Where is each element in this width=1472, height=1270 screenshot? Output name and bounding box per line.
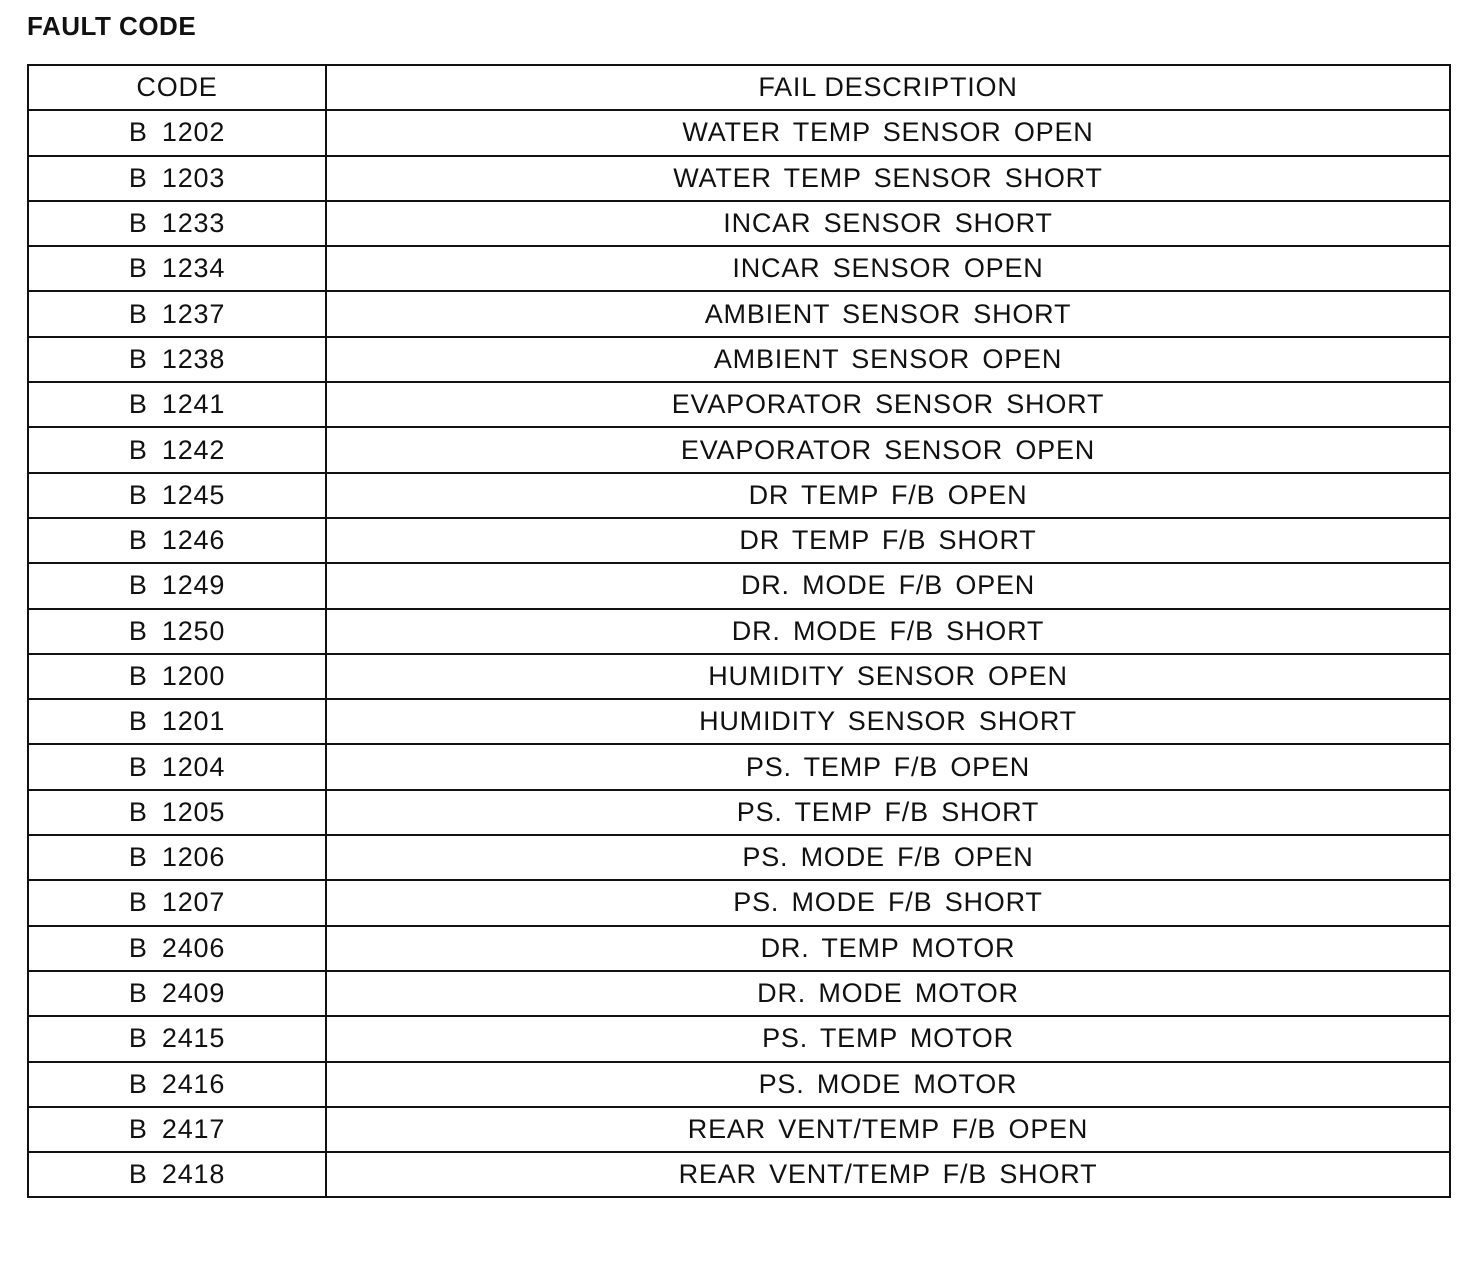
description-cell: EVAPORATOR SENSOR SHORT [326, 382, 1450, 427]
table-row [28, 563, 1450, 608]
description-cell: EVAPORATOR SENSOR OPEN [326, 427, 1450, 472]
table-row [28, 427, 1450, 472]
code-cell: B 2406 [28, 926, 326, 971]
description-cell: INCAR SENSOR OPEN [326, 246, 1450, 291]
fault-code-table [27, 64, 1451, 1198]
description-cell: AMBIENT SENSOR SHORT [326, 291, 1450, 336]
table-row [28, 201, 1450, 246]
description-cell: INCAR SENSOR SHORT [326, 201, 1450, 246]
code-cell: B 1246 [28, 518, 326, 563]
table-row [28, 246, 1450, 291]
description-cell: PS. MODE MOTOR [326, 1062, 1450, 1107]
description-cell: PS. MODE F/B OPEN [326, 835, 1450, 880]
page-title: FAULT CODE [27, 11, 197, 41]
header-code: CODE [28, 65, 326, 110]
code-cell: B 1237 [28, 291, 326, 336]
code-cell: B 1204 [28, 744, 326, 789]
code-cell: B 1233 [28, 201, 326, 246]
header-fail-description: FAIL DESCRIPTION [326, 65, 1450, 110]
table-row [28, 473, 1450, 518]
description-cell: DR. MODE F/B SHORT [326, 609, 1450, 654]
table-row [28, 609, 1450, 654]
table-row [28, 518, 1450, 563]
table-row [28, 337, 1450, 382]
code-cell: B 1245 [28, 473, 326, 518]
table-row [28, 1107, 1450, 1152]
code-cell: B 1200 [28, 654, 326, 699]
description-cell: PS. TEMP F/B SHORT [326, 790, 1450, 835]
table-row [28, 880, 1450, 925]
table-row [28, 835, 1450, 880]
code-cell: B 1242 [28, 427, 326, 472]
code-cell: B 1203 [28, 156, 326, 201]
code-cell: B 1249 [28, 563, 326, 608]
table-row [28, 1062, 1450, 1107]
description-cell: DR. MODE MOTOR [326, 971, 1450, 1016]
description-cell: DR TEMP F/B SHORT [326, 518, 1450, 563]
code-cell: B 1206 [28, 835, 326, 880]
table-row [28, 156, 1450, 201]
description-cell: DR. TEMP MOTOR [326, 926, 1450, 971]
code-cell: B 2416 [28, 1062, 326, 1107]
code-cell: B 2415 [28, 1016, 326, 1061]
code-cell: B 1207 [28, 880, 326, 925]
description-cell: AMBIENT SENSOR OPEN [326, 337, 1450, 382]
table-row [28, 926, 1450, 971]
description-cell: HUMIDITY SENSOR OPEN [326, 654, 1450, 699]
code-cell: B 1241 [28, 382, 326, 427]
table-row [28, 699, 1450, 744]
code-cell: B 1234 [28, 246, 326, 291]
description-cell: DR. MODE F/B OPEN [326, 563, 1450, 608]
code-cell: B 1250 [28, 609, 326, 654]
description-cell: WATER TEMP SENSOR SHORT [326, 156, 1450, 201]
table-row [28, 1016, 1450, 1061]
table-row [28, 654, 1450, 699]
table-row [28, 790, 1450, 835]
table-body [28, 110, 1450, 1197]
table-row [28, 744, 1450, 789]
code-cell: B 1201 [28, 699, 326, 744]
table-row [28, 1152, 1450, 1197]
description-cell: DR TEMP F/B OPEN [326, 473, 1450, 518]
code-cell: B 1238 [28, 337, 326, 382]
description-cell: WATER TEMP SENSOR OPEN [326, 110, 1450, 155]
table-row [28, 110, 1450, 155]
description-cell: REAR VENT/TEMP F/B OPEN [326, 1107, 1450, 1152]
table-header-row [28, 65, 1450, 110]
table-row [28, 971, 1450, 1016]
code-cell: B 2409 [28, 971, 326, 1016]
description-cell: PS. TEMP F/B OPEN [326, 744, 1450, 789]
code-cell: B 2418 [28, 1152, 326, 1197]
table-row [28, 382, 1450, 427]
table-row [28, 291, 1450, 336]
description-cell: PS. TEMP MOTOR [326, 1016, 1450, 1061]
code-cell: B 1202 [28, 110, 326, 155]
description-cell: REAR VENT/TEMP F/B SHORT [326, 1152, 1450, 1197]
description-cell: PS. MODE F/B SHORT [326, 880, 1450, 925]
code-cell: B 2417 [28, 1107, 326, 1152]
code-cell: B 1205 [28, 790, 326, 835]
description-cell: HUMIDITY SENSOR SHORT [326, 699, 1450, 744]
